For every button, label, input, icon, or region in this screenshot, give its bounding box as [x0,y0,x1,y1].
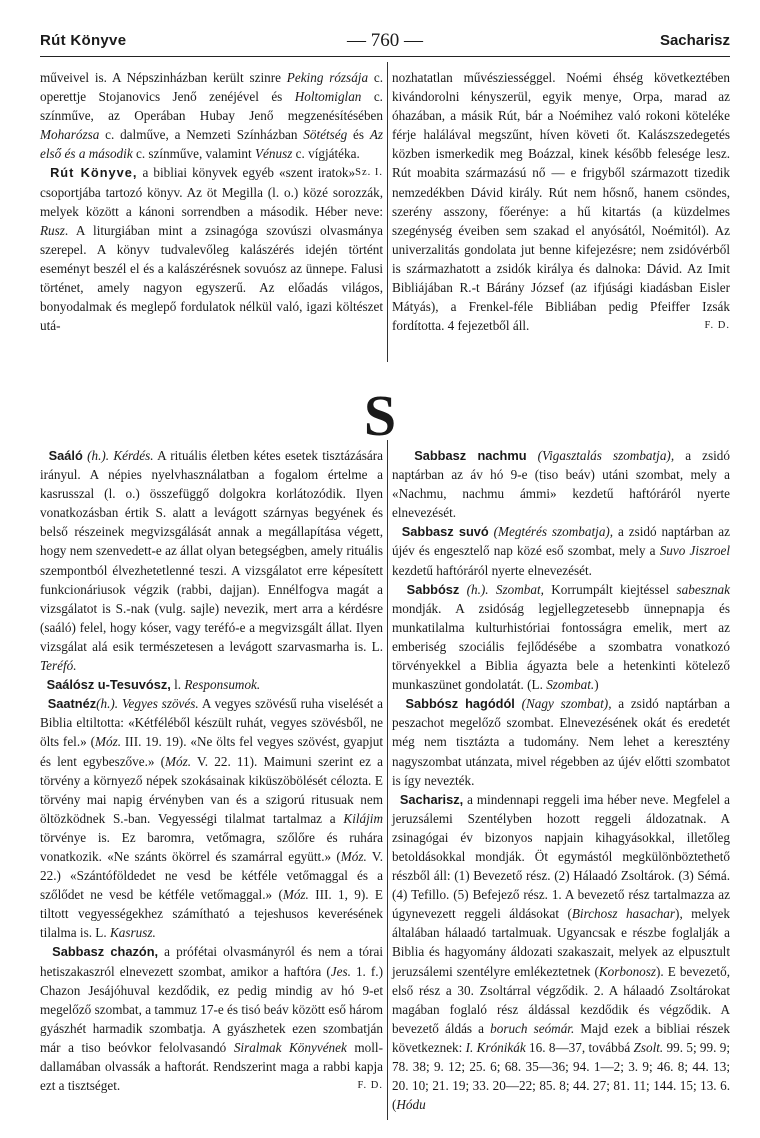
section-letter: S [363,383,397,448]
entry-sacharisz: Sacharisz, a mindennapi reggeli ima héber neve. Megfelel a jeruzsálemi Szentélyben hozott reggeli áldozatnak. A zsinagógai év bizonyos napjain kihagyásokkal, illetőleg betoldásokkal mondják. Öt egymástól megkülönböztethető részből áll: (1) Bevezető rész. (2) Hálaadó Zsoltárok. (3) Sémá. (4) Tefillo. (5) Befejező rész. 1. A bevezető rész tartalmazza az úgynevezett reggeli áldásokat (Birchosz hasachar), melyek általában hálaadó tartalmuak. Ugyancsak e részbe foglalják a Biblia és hagyomány áldozati szakaszait, melyek az elpusztult jeruzsálemi szentélyre emlékeztetnek (Korbonosz). E bevezető, első rész a 30. Zsoltárral végződik. 2. A hálaadó Zsoltárokat magában foglaló rész áldással kezdődik és végződik. A bevezető áldás a boruch seómár. Majd ezek a bibliai részek következnek: I. Krónikák 16. 8—37, továbbá Zsolt. 99. 5; 99. 9; 78. 38; 9. 12; 25. 6; 68. 35—36; 94. 1—2; 3. 9; 46. 8; 44. 13; 20. 10; 21. 19; 33. 20—22; 85. 8; 44. 27; 81. 11; 144. 15; 13. 6. (Hódu [392,791,731,1113]
entry-headword: Sabbasz nachmu [414,448,527,463]
entry-headword: Sabbasz suvó [401,524,489,540]
entry-headword: Rút Könyve, [50,165,138,181]
entry-sabbasz-chazon: Sabbasz chazón, a prófétai olvasmányról és nem a tórai hetiszakaszról elnevezett szombat, amikor a haftóra (Jes. 1. f.) Chazon Jesájóhuval kezdődik, ez pedig mindig av hó 9-et megelőző szombat, a tammuz 17-e és tisó beáv között eső három gyászhét harmadik szombatja. A gyászhetek ezen szombatján már a tiso beóvkor felolvasandó Siralmak Könyvének moll-dallamában olvassák a haftorát. Rendszerint maga a rabbi kapja ezt a tisztséget. F. D. [40,942,383,1095]
entry-headword: Sacharisz, [399,791,464,807]
entry-sabbasz-nachmu: Sabbasz nachmu (Vigasztalás szombatja), a zsidó naptárban az áv hó 9-e (tiso beáv) utáni szombat, mely a «Nachmu, nachmu ámmi» kezdetű haftóráról nyerte elnevezését. [392,448,730,521]
entry-headword: Sabbasz chazón, [52,944,159,960]
entry-headword: Saáló [48,448,83,463]
entry-continuation: műveivel is. A Népszinházban került szinre Peking rózsája c. operettje Stojanovics Jenő zenéjével és Holtomiglan c. színműve, az Operában Hubay Jenő megzenésítésében Moharózsa c. dalműve, a Nemzeti Színházban Sötétség és Az első és a második c. színműve, valamint Vénusz c. vígjátéka. Sz. I. [40,68,383,163]
entry-saalo: Saáló (h.). Kérdés. A rituális életben kétes esetek tisztázására irányul. A népies nyelvhasználatban a fogalom értelme a kasrusszal (l. o.) összefüggő dolgokra korlátozódik. Ilyen vonatkozásban értik S. alatt a levágott szárnyas begyének és belső részeinek megvizsgálását annak a megállapítása végett, hogy nem szenvedett-e az állat olyan betegségben, amely rituális szempontból élvezhetetlenné teszi. A vizsgálatot erre képesített funkcionáriusok végzik (rabbi, dajjan). Ennélfogva magát a vizsgálatot is S.-nak (vulg. sajle) nevezik, mert arra a kérdésre (saáló) felel, hogy kóser, vagy teréfó-e a megvizsgált állat. Ilyen vizsgálat alá esik természetesen a levágott szarvasmarha is. L. Teréfó. [40,448,383,674]
page-header [40,30,730,54]
column-divider-bottom [387,440,388,1120]
entry-headword: Sabbósz hagódól [405,696,515,712]
entry-sabbasz-suvo: Sabbasz suvó (Megtérés szombatja), a zsidó naptárban az újév és engesztelő nap közé eső szombat, mely a Suvo Jiszroel kezdetű haftóráról nyerte elnevezését. [392,524,731,578]
entry-headword: Saálósz u-Tesuvósz, [46,677,171,693]
bottom-right-column [392,446,730,1114]
author-signature: Sz. I. [355,167,383,179]
entry-continuation: nozhatatlan művésziességgel. Noémi éhség következtében kivándorolni kényszerül, egyik menye, Orpa, marad az óhazában, a másik Rút, bár a Noémihez való rokoni köteléke férje halálával megszűnt, híven követi őt. Kalászszedegetés közben ismerkedik meg Boázzal, kinek később felesége lesz. Rút moabita származású nő — e frigyből származott tizedik nemzedékben Dávid király. Rút nem hősnő, hanem csöndes, szerény asszony, főerénye: a hű kitartás (a küzdelmes szegénység éveiben sem szakad el anyósától, Noémitól). Az univerzalitás gondolata jut benne kifejezésre; nem zsidóvérből is származhatott a zsidók királya és dalnoka: Dávid. Az Imit Bibliájában R.-t Bárány József (az ifjúsági kiadásban Eisler Mátyás), a Frenkel-féle Bibliában pedig Pfeiffer Izsák fordította. 4 fejezetből áll. F. D. [392,68,730,335]
entry-sabbosz-hagodol: Sabbósz hagódól (Nagy szombat), a zsidó naptárban a peszachot megelőző szombat. Elnevezésének okát és eredetét még nem tisztázta a tudomány. Nem lehet a keresztény nagyszombat utánzata, mivel régebben az újév előtti szombatot is így nevezték. [392,696,730,788]
top-left-column [40,68,383,335]
page-number: — 760 — [347,30,423,51]
entry-rut-konyve: Rút Könyve, a bibliai könyvek egyéb «szent iratok» csoportjába tartozó könyv. Az öt Megilla (l. o.) közé sorozzák, melyek között a kánoni sorrendben a második. Héber neve: Rusz. A liturgiában mint a zsinagóga szovúszi olvasmánya szerepel. A könyv tudvalevőleg kalászérés idején történt eseményt beszél el és a kalászérésnek sovuósz az ünnepe. Falusi történet, amely nagyon egyszerű. Az előadás világos, bonyodalmak és meglepő fordulatok nélkül való, igazi költészet utá- [40,165,383,334]
entry-sabbosz: Sabbósz (h.). Szombat, Korrumpált kiejtéssel sabesznak mondják. A zsidóság legjellegzetesebb ünnepnapja és munkatilalma kulturhistóriai fontosságra emelik, mert az emberiség szociális fejlődésébe a szombatra vonatkozó törvényekkel a Biblia ágyazta bele a hetenkinti kötelező munkaszünet gondolatát. (L. Szombat.) [392,581,730,693]
author-signature: F. D. [704,320,730,332]
header-left-keyword: Rút Könyve [40,32,127,49]
entry-saalosz: Saálósz u-Tesuvósz, l. Responsumok. [46,677,261,693]
header-right-keyword: Sacharisz [659,32,730,49]
column-divider-top [387,62,388,362]
bottom-left-column [40,446,383,1095]
entry-headword: Saatnéz [47,696,97,712]
header-rule [40,56,730,57]
top-right-column [392,68,730,335]
author-signature: F. D. [357,1080,383,1092]
entry-headword: Sabbósz [406,581,460,597]
entry-saatnez: Saatnéz(h.). Vegyes szövés. A vegyes szövésű ruha viselését a Biblia eltiltotta: «Kétféléből készült ruhát, vegyes szövésből, ne ölts fel.» (Móz. III. 19. 19). «Ne ölts fel vegyes szövést, gyapjut és lent egybeszőve.» (Móz. V. 22. 11). Maimuni szerint ez a törvény a környező népek szokásainak kiküszöbölését célozta. E törvény mai napig érvényben van és a szigorú ritusuak nem öltözködnek S.-ban. Vegyességi tilalmat tartalmaz a Kilájim törvénye is. Ez baromra, vetőmagra, szőlőre és ruhára vonatkozik. «Ne szánts ökörrel és szamárral együtt.» (Móz. V. 22.) «Szántóföldedet ne vesd be kétféle vetőmaggal és a szőlődet ne vesd be kétféle vetőmaggal.» (Móz. III. 1, 9). E tiltott vegyességekhez számítható a tejeshusos keverésének tilalma is. L. Kasrusz. [40,696,384,941]
